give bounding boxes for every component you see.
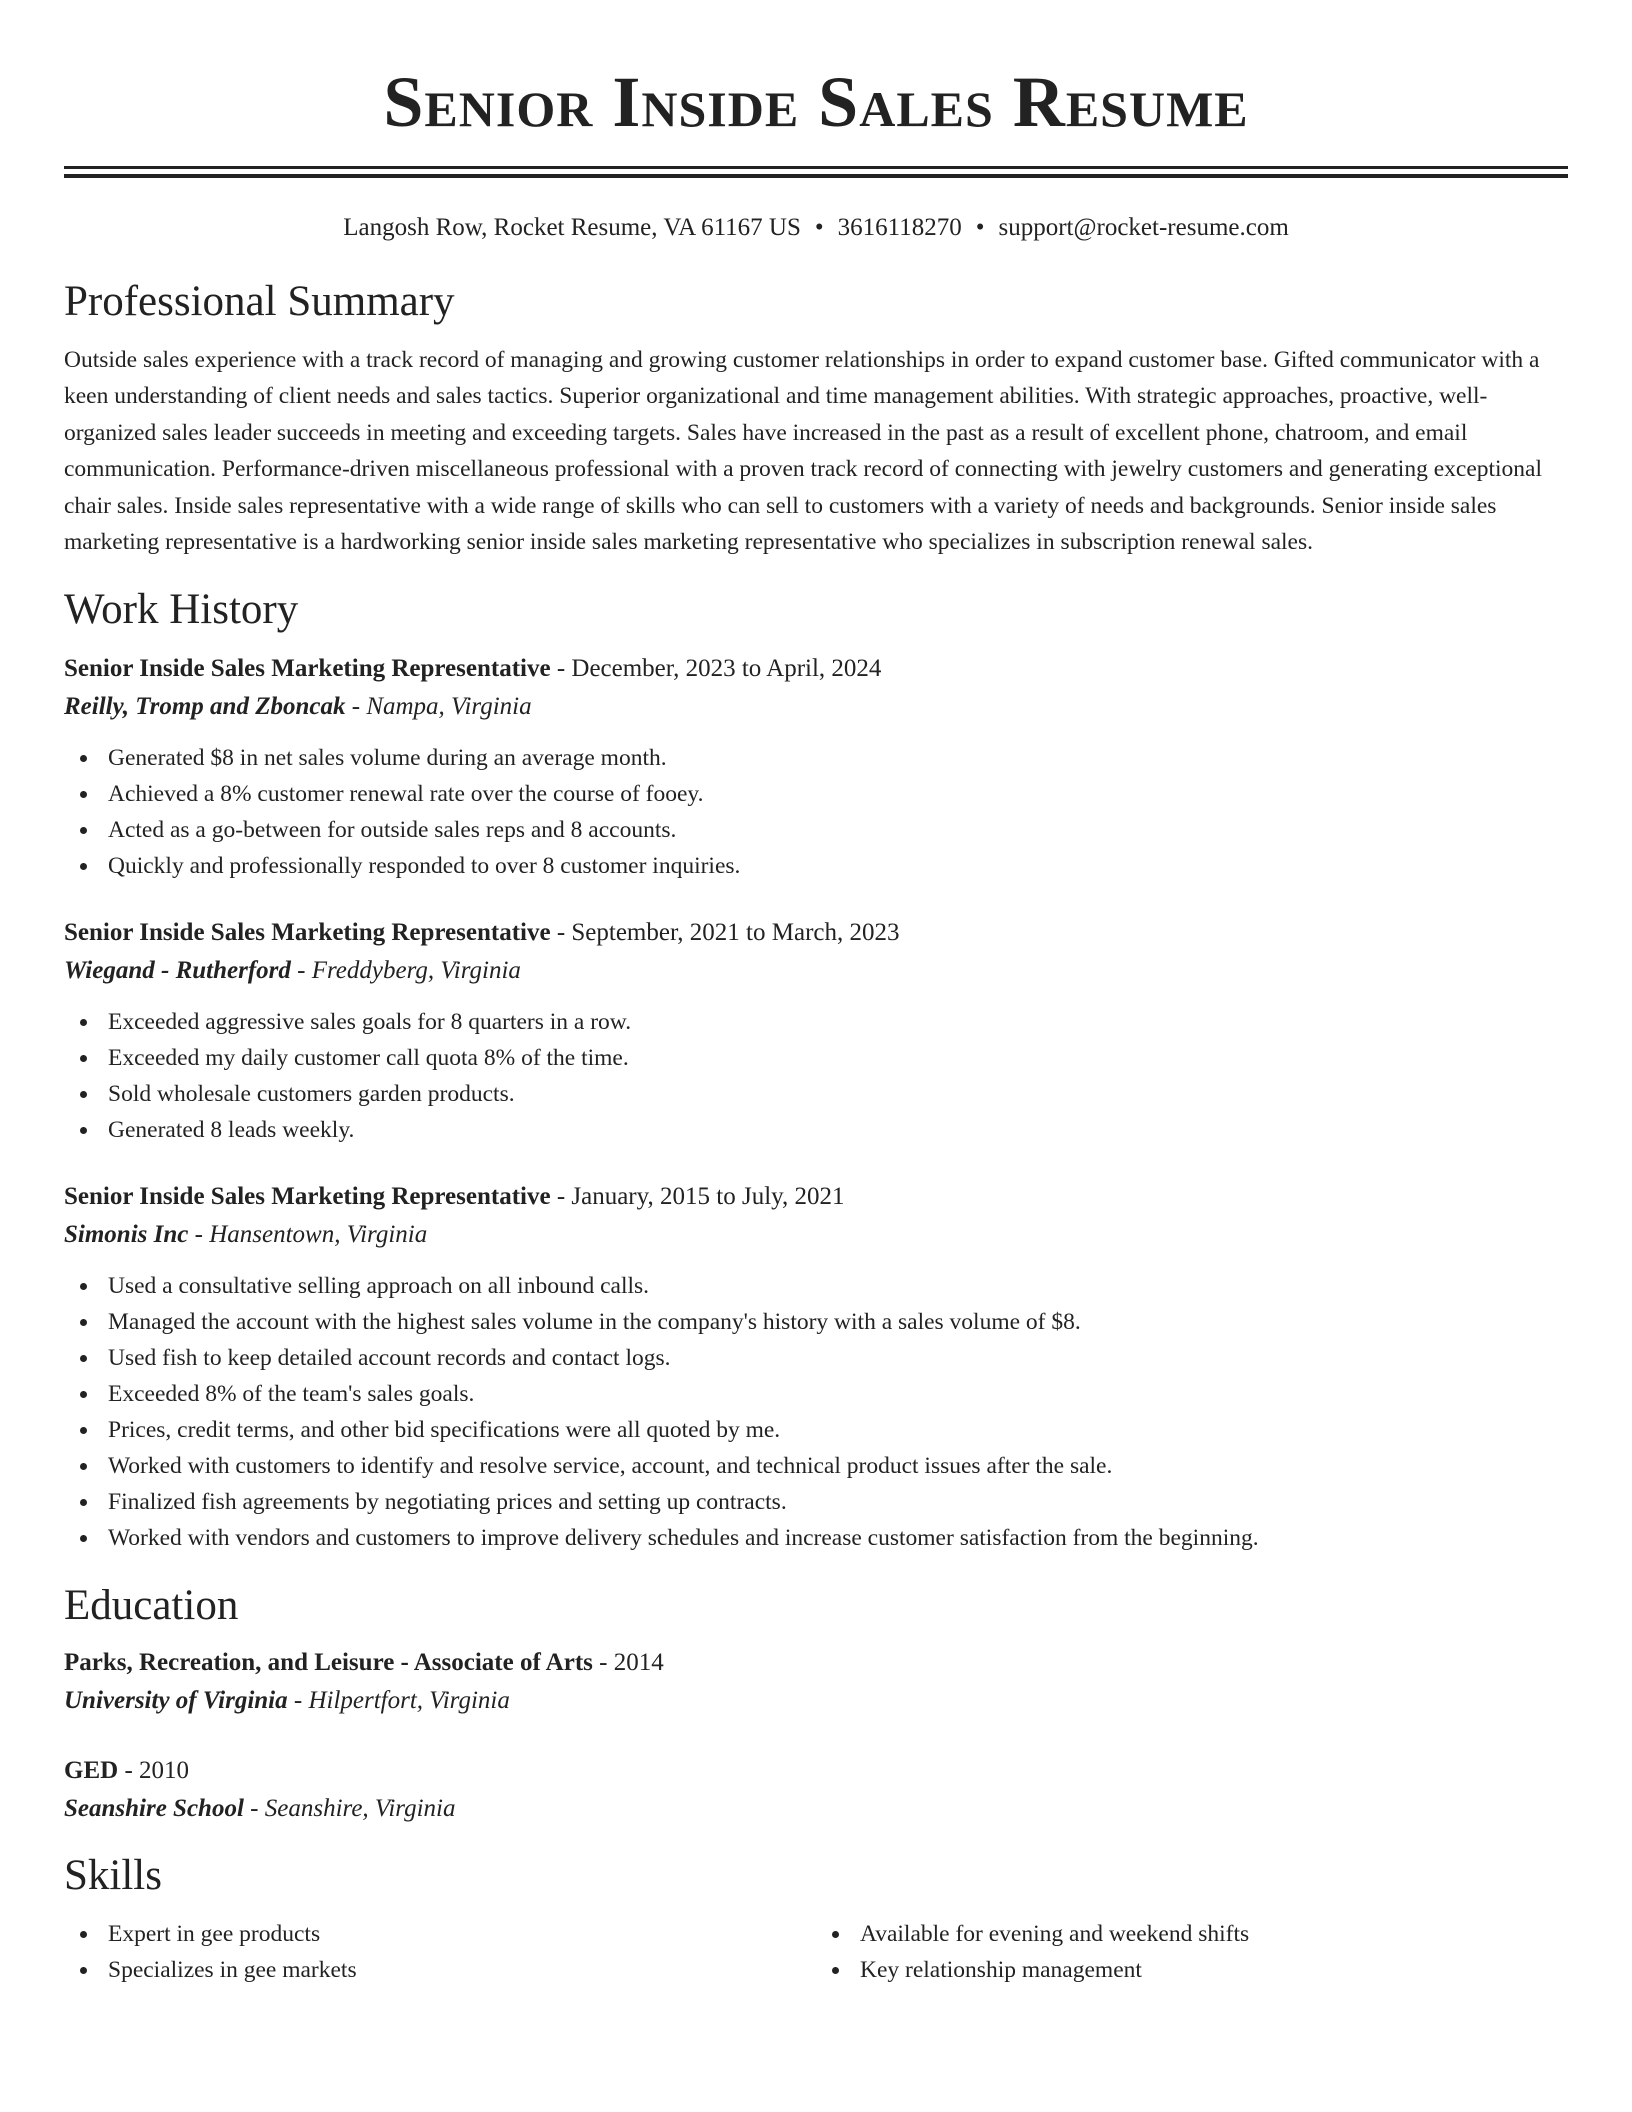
job-employer [64,952,1568,990]
education-entry [64,1644,1568,1720]
job-employer [64,1216,1568,1254]
contact-email: support@rocket-resume.com [998,214,1289,241]
education-location: Seanshire, Virginia [264,1795,456,1823]
resume-title: Senior Inside Sales Resume [383,62,1249,142]
work-history-heading: Work History [64,586,299,634]
dash: - [592,1649,614,1677]
contact-line [64,212,1568,244]
education-school-line [64,1790,1568,1828]
summary-heading: Professional Summary [64,278,455,325]
job-location: Freddyberg, Virginia [311,957,521,985]
dash: - [188,1221,210,1249]
list-item: Quickly and professionally responded to over 8 customer inquiries. [64,848,1568,884]
dash: - [550,1183,572,1211]
skills-list-left [64,1916,816,1988]
summary-text: Outside sales experience with a track record of managing and growing customer relationships in order to expand customer base. Gifted communicator with a keen understanding of client needs and sales tactics. Superior organizational and time management abilities. With strategic approaches, proactive, well-organized sales leader succeeds in meeting and exceeding targets. Sales have increased in the past as a result of excellent phone, chatroom, and email communication. Performance-driven miscellaneous professional with a proven track record of connecting with jewelry customers and generating exceptional chair sales. Inside sales representative with a wide range of skills who can sell to customers with a variety of needs and backgrounds. Senior inside sales marketing representative is a hardworking senior inside sales marketing representative who specializes in subscription renewal sales. [64,347,1543,556]
dash: - [118,1757,140,1785]
list-item: Exceeded aggressive sales goals for 8 quarters in a row. [64,1004,1568,1040]
job-entry [64,1178,1568,1556]
list-item: Worked with customers to identify and resolve service, account, and technical product issues after the sale. [64,1448,1568,1484]
dash: - [550,919,572,947]
education-heading: Education [64,1582,239,1630]
education-school-line [64,1682,1568,1720]
dash: - [287,1687,309,1715]
list-item: Sold wholesale customers garden products. [64,1076,1568,1112]
education-degree: Parks, Recreation, and Leisure - Associate of Arts [64,1649,593,1677]
list-item: Prices, credit terms, and other bid specifications were all quoted by me. [64,1412,1568,1448]
dash: - [290,957,312,985]
list-item: Available for evening and weekend shifts [816,1916,1568,1952]
contact-separator: • [975,214,985,241]
skills-grid [64,1916,1568,1988]
job-bullet-list [64,1004,1568,1148]
job-dates: September, 2021 to March, 2023 [571,919,900,947]
job-company: Reilly, Tromp and Zboncak [64,693,346,721]
job-header [64,1178,1568,1216]
list-item: Generated 8 leads weekly. [64,1112,1568,1148]
title-rule-thick [64,174,1568,178]
education-location: Hilpertfort, Virginia [308,1687,510,1715]
contact-phone: 3616118270 [837,214,962,241]
job-bullet-list [64,1268,1568,1556]
education-header [64,1752,1568,1790]
job-company: Wiegand - Rutherford [64,957,291,985]
list-item: Exceeded my daily customer call quota 8% of the time. [64,1040,1568,1076]
job-header [64,914,1568,952]
job-company: Simonis Inc [64,1221,189,1249]
education-school: University of Virginia [64,1687,288,1715]
dash: - [243,1795,265,1823]
job-dates: January, 2015 to July, 2021 [571,1183,845,1211]
job-role: Senior Inside Sales Marketing Representative [64,655,551,683]
job-employer [64,688,1568,726]
education-degree: GED [64,1757,119,1785]
job-entry [64,650,1568,884]
education-year: 2014 [613,1649,664,1677]
list-item: Used a consultative selling approach on all inbound calls. [64,1268,1568,1304]
contact-address: Langosh Row, Rocket Resume, VA 61167 US [343,214,801,241]
job-entry [64,914,1568,1148]
list-item: Used fish to keep detailed account records and contact logs. [64,1340,1568,1376]
job-role: Senior Inside Sales Marketing Representative [64,919,551,947]
job-bullet-list [64,740,1568,884]
contact-separator: • [814,214,824,241]
skills-heading: Skills [64,1852,162,1900]
education-header [64,1644,1568,1682]
education-year: 2010 [139,1757,190,1785]
job-header [64,650,1568,688]
list-item: Managed the account with the highest sales volume in the company's history with a sales volume of $8. [64,1304,1568,1340]
list-item: Worked with vendors and customers to improve delivery schedules and increase customer satisfaction from the beginning. [64,1520,1568,1556]
job-role: Senior Inside Sales Marketing Representative [64,1183,551,1211]
list-item: Key relationship management [816,1952,1568,1988]
education-school: Seanshire School [64,1795,244,1823]
education-entry [64,1752,1568,1828]
list-item: Achieved a 8% customer renewal rate over the course of fooey. [64,776,1568,812]
list-item: Expert in gee products [64,1916,816,1952]
dash: - [345,693,367,721]
list-item: Generated $8 in net sales volume during an average month. [64,740,1568,776]
list-item: Acted as a go-between for outside sales reps and 8 accounts. [64,812,1568,848]
dash: - [550,655,572,683]
title-rule-thin [64,166,1568,169]
list-item: Finalized fish agreements by negotiating prices and setting up contracts. [64,1484,1568,1520]
list-item: Exceeded 8% of the team's sales goals. [64,1376,1568,1412]
list-item: Specializes in gee markets [64,1952,816,1988]
job-dates: December, 2023 to April, 2024 [571,655,882,683]
skills-list-right [816,1916,1568,1988]
job-location: Hansentown, Virginia [209,1221,428,1249]
job-location: Nampa, Virginia [366,693,532,721]
